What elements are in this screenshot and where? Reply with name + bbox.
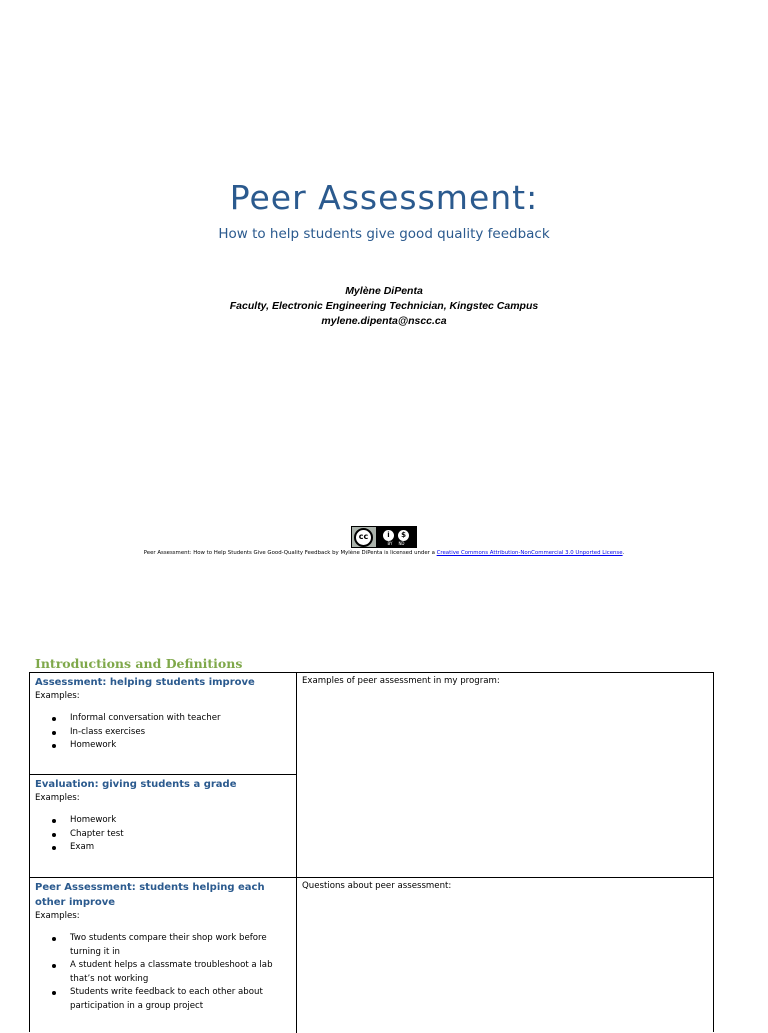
evaluation-examples-label: Examples: xyxy=(35,793,80,803)
license-end: . xyxy=(622,550,625,556)
noncommercial-icon: $ xyxy=(398,530,409,541)
author-block xyxy=(0,284,768,329)
author-role: Faculty, Electronic Engineering Technician, Kingstec Campus xyxy=(229,300,539,312)
license-statement xyxy=(0,549,768,558)
list-item: Homework xyxy=(35,739,291,753)
document-title: Peer Assessment: xyxy=(229,178,539,217)
list-item: A student helps a classmate troubleshoot a lab that’s not working xyxy=(35,959,280,986)
document-subtitle: How to help students give good quality feedback xyxy=(218,226,550,242)
assessment-examples-label: Examples: xyxy=(35,691,80,701)
list-item: Homework xyxy=(35,814,291,828)
cell-assessment xyxy=(30,673,296,774)
creative-commons-badge[interactable] xyxy=(351,526,417,548)
cell-program-examples[interactable] xyxy=(297,673,713,877)
cell-peer-assessment xyxy=(30,878,296,1033)
cell-evaluation xyxy=(30,775,296,877)
program-examples-label: Examples of peer assessment in my program: xyxy=(302,676,500,686)
attribution-icon: i xyxy=(383,530,394,541)
list-item: Students write feedback to each other about participation in a group project xyxy=(35,986,280,1013)
evaluation-list xyxy=(35,814,291,855)
list-item: In-class exercises xyxy=(35,726,291,740)
cell-questions[interactable] xyxy=(297,878,713,1033)
list-item: Two students compare their shop work before turning it in xyxy=(35,932,280,959)
cc-badge-icons xyxy=(383,530,409,541)
list-item: Informal conversation with teacher xyxy=(35,712,291,726)
cc-badge-right xyxy=(376,527,416,547)
definitions-table xyxy=(29,672,714,1032)
section-heading: Introductions and Definitions xyxy=(35,656,243,671)
assessment-heading: Assessment: helping students improve xyxy=(35,677,255,688)
author-email: mylene.dipenta@nscc.ca xyxy=(321,315,447,327)
license-link[interactable]: Creative Commons Attribution-NonCommercial 3.0 Unported License xyxy=(436,550,623,556)
cc-label-by: BY xyxy=(387,540,393,546)
list-item: Exam xyxy=(35,841,291,855)
cc-logo-icon: cc xyxy=(354,528,373,547)
cc-badge-labels xyxy=(387,541,404,546)
peer-examples-label: Examples: xyxy=(35,911,80,921)
author-name: Mylène DiPenta xyxy=(345,285,423,297)
peer-assessment-list xyxy=(35,932,280,1013)
cc-label-nd: ND xyxy=(398,540,405,546)
assessment-list xyxy=(35,712,291,753)
license-text: Peer Assessment: How to Help Students Give Good-Quality Feedback by Mylène DiPenta is licensed under a xyxy=(143,550,437,556)
evaluation-heading: Evaluation: giving students a grade xyxy=(35,779,237,790)
questions-label: Questions about peer assessment: xyxy=(302,881,452,891)
peer-assessment-heading: Peer Assessment: students helping each other improve xyxy=(35,882,265,908)
list-item: Chapter test xyxy=(35,828,291,842)
